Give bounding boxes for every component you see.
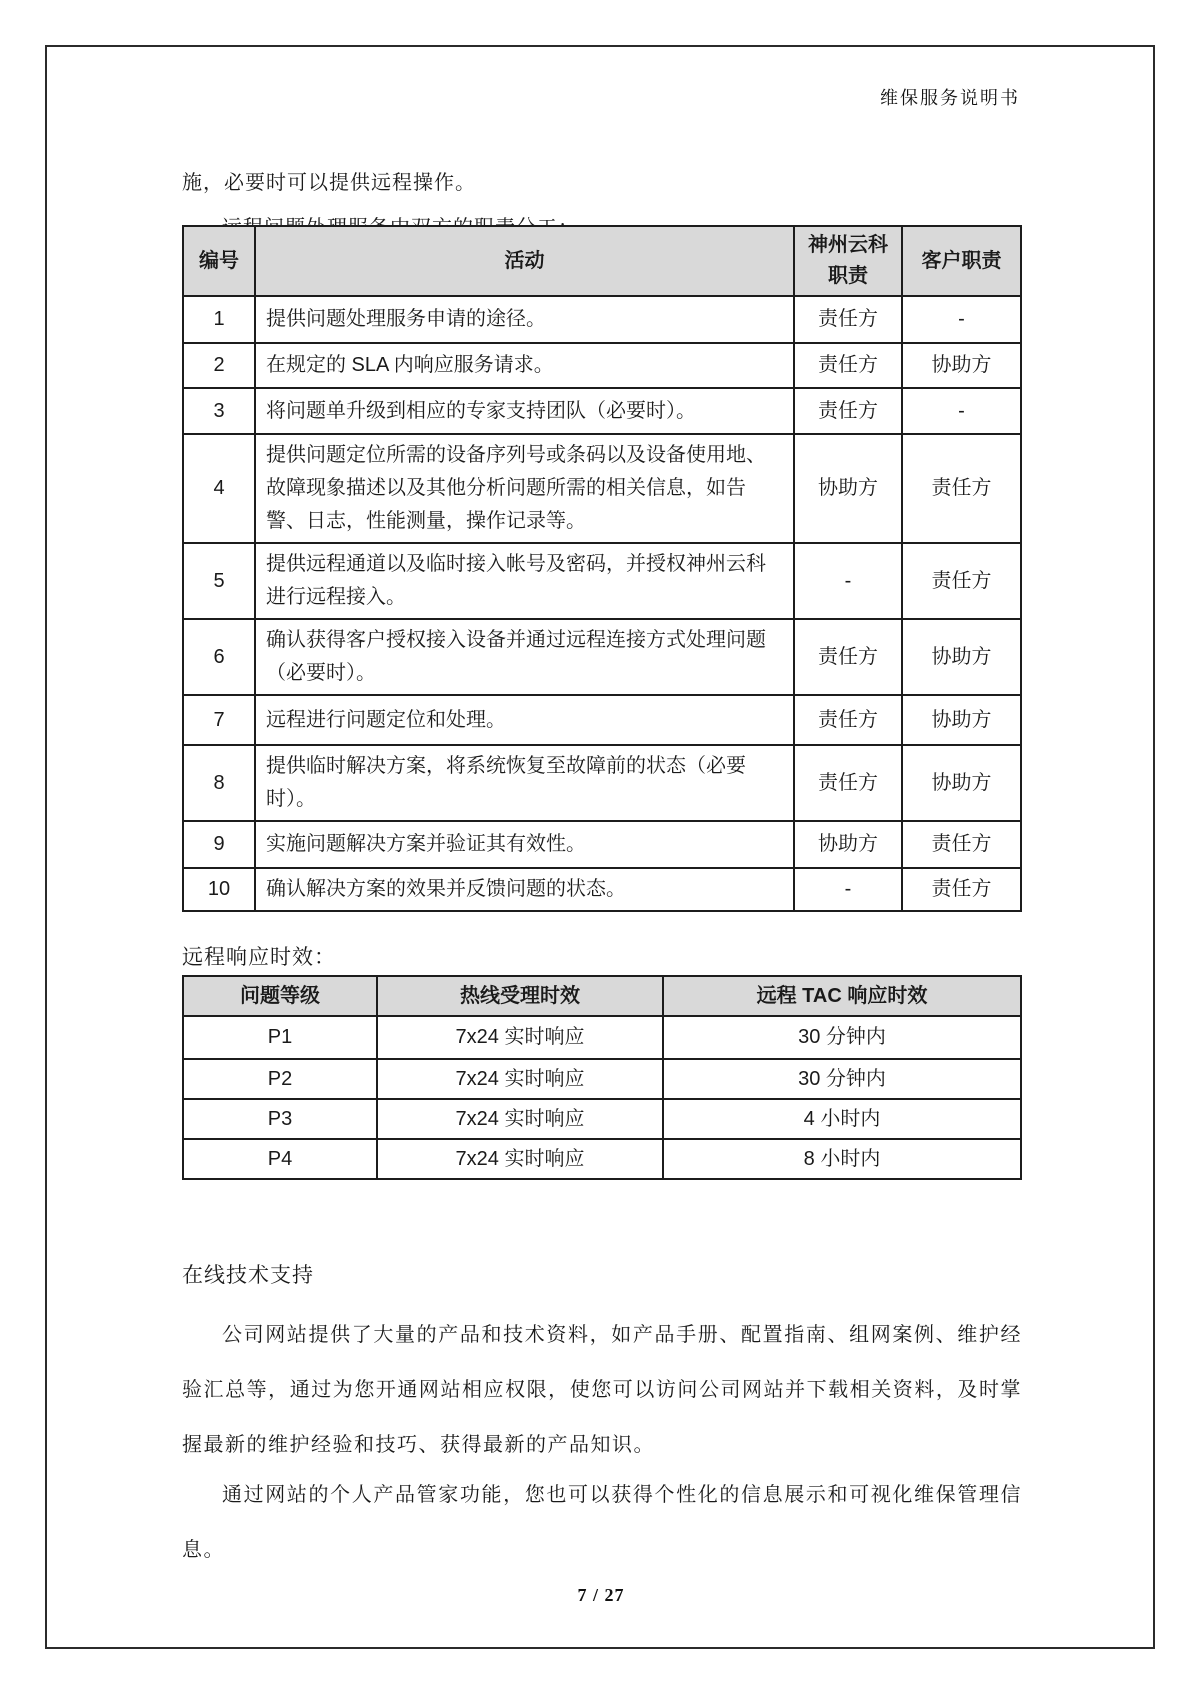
cell-activity: 提供问题定位所需的设备序列号或条码以及设备使用地、故障现象描述以及其他分析问题所需的相关信息，如告警、日志，性能测量，操作记录等。	[255, 434, 794, 543]
online-support-paragraph-2: 通过网站的个人产品管家功能，您也可以获得个性化的信息展示和可视化维保管理信息。	[182, 1484, 1022, 1561]
cell-vendor: 责任方	[794, 695, 902, 745]
table-header-row	[183, 226, 1021, 296]
col-header-tac: 远程 TAC 响应时效	[663, 976, 1021, 1016]
cell-level: P2	[183, 1059, 377, 1099]
cell-vendor: -	[794, 543, 902, 619]
cell-tac: 4 小时内	[663, 1099, 1021, 1139]
table-row	[183, 1099, 1021, 1139]
table-row	[183, 619, 1021, 695]
cell-no: 5	[183, 543, 255, 619]
cell-customer: 责任方	[902, 434, 1021, 543]
col-header-level: 问题等级	[183, 976, 377, 1016]
cell-no: 1	[183, 296, 255, 343]
response-time-table	[182, 975, 1022, 1180]
cell-no: 7	[183, 695, 255, 745]
cell-no: 3	[183, 388, 255, 434]
cell-activity: 提供问题处理服务申请的途径。	[255, 296, 794, 343]
cell-vendor: 协助方	[794, 434, 902, 543]
cell-no: 6	[183, 619, 255, 695]
cell-customer: 责任方	[902, 868, 1021, 911]
table-row	[183, 434, 1021, 543]
cell-activity: 在规定的 SLA 内响应服务请求。	[255, 343, 794, 388]
table-row	[183, 821, 1021, 868]
cell-vendor: 责任方	[794, 296, 902, 343]
col-header-activity: 活动	[255, 226, 794, 296]
cell-vendor: -	[794, 868, 902, 911]
cell-vendor: 责任方	[794, 388, 902, 434]
online-support-paragraph-1: 公司网站提供了大量的产品和技术资料，如产品手册、配置指南、组网案例、维护经验汇总等，通过为您开通网站相应权限，使您可以访问公司网站并下载相关资料，及时掌握最新的维护经验和技巧、获得最新的产品知识。	[182, 1324, 1022, 1456]
response-time-heading: 远程响应时效：	[182, 946, 336, 969]
cell-hotline: 7x24 实时响应	[377, 1099, 663, 1139]
table-row	[183, 296, 1021, 343]
table-row	[183, 343, 1021, 388]
cell-customer: 协助方	[902, 695, 1021, 745]
running-header: 维保服务说明书	[880, 88, 1020, 108]
col-header-vendor-line1: 神州云科	[808, 234, 888, 256]
cell-level: P3	[183, 1099, 377, 1139]
cell-hotline: 7x24 实时响应	[377, 1016, 663, 1059]
table-row	[183, 1139, 1021, 1179]
cell-no: 2	[183, 343, 255, 388]
cell-vendor: 责任方	[794, 745, 902, 821]
table-row	[183, 543, 1021, 619]
table-header-row	[183, 976, 1021, 1016]
cell-activity: 实施问题解决方案并验证其有效性。	[255, 821, 794, 868]
cell-tac: 8 小时内	[663, 1139, 1021, 1179]
cell-no: 9	[183, 821, 255, 868]
cell-customer: 责任方	[902, 543, 1021, 619]
table-row	[183, 388, 1021, 434]
table-row	[183, 1016, 1021, 1059]
cell-activity: 确认解决方案的效果并反馈问题的状态。	[255, 868, 794, 911]
cell-tac: 30 分钟内	[663, 1059, 1021, 1099]
cell-activity: 提供远程通道以及临时接入帐号及密码，并授权神州云科进行远程接入。	[255, 543, 794, 619]
cell-level: P1	[183, 1016, 377, 1059]
col-header-customer: 客户职责	[902, 226, 1021, 296]
col-header-hotline: 热线受理时效	[377, 976, 663, 1016]
page-number: 7 / 27	[577, 1585, 625, 1605]
cell-customer: 协助方	[902, 343, 1021, 388]
cell-customer: 协助方	[902, 619, 1021, 695]
cell-level: P4	[183, 1139, 377, 1179]
cell-customer: 协助方	[902, 745, 1021, 821]
cell-vendor: 责任方	[794, 343, 902, 388]
cell-activity: 确认获得客户授权接入设备并通过远程连接方式处理问题（必要时）。	[255, 619, 794, 695]
cell-no: 4	[183, 434, 255, 543]
cell-customer: -	[902, 388, 1021, 434]
table-row	[183, 745, 1021, 821]
cell-customer: 责任方	[902, 821, 1021, 868]
cell-vendor: 协助方	[794, 821, 902, 868]
cell-no: 10	[183, 868, 255, 911]
cell-activity: 将问题单升级到相应的专家支持团队（必要时）。	[255, 388, 794, 434]
cell-hotline: 7x24 实时响应	[377, 1139, 663, 1179]
cell-activity: 远程进行问题定位和处理。	[255, 695, 794, 745]
cell-customer: -	[902, 296, 1021, 343]
cell-tac: 30 分钟内	[663, 1016, 1021, 1059]
table-row	[183, 1059, 1021, 1099]
table-row	[183, 695, 1021, 745]
table-row	[183, 868, 1021, 911]
cell-activity: 提供临时解决方案，将系统恢复至故障前的状态（必要时）。	[255, 745, 794, 821]
cell-no: 8	[183, 745, 255, 821]
responsibility-table	[182, 225, 1022, 912]
col-header-vendor	[794, 226, 902, 296]
cell-vendor: 责任方	[794, 619, 902, 695]
cell-hotline: 7x24 实时响应	[377, 1059, 663, 1099]
col-header-no: 编号	[183, 226, 255, 296]
col-header-vendor-line2: 职责	[828, 265, 868, 287]
intro-text: 施，必要时可以提供远程操作。	[182, 172, 476, 194]
online-support-heading: 在线技术支持	[182, 1264, 314, 1287]
